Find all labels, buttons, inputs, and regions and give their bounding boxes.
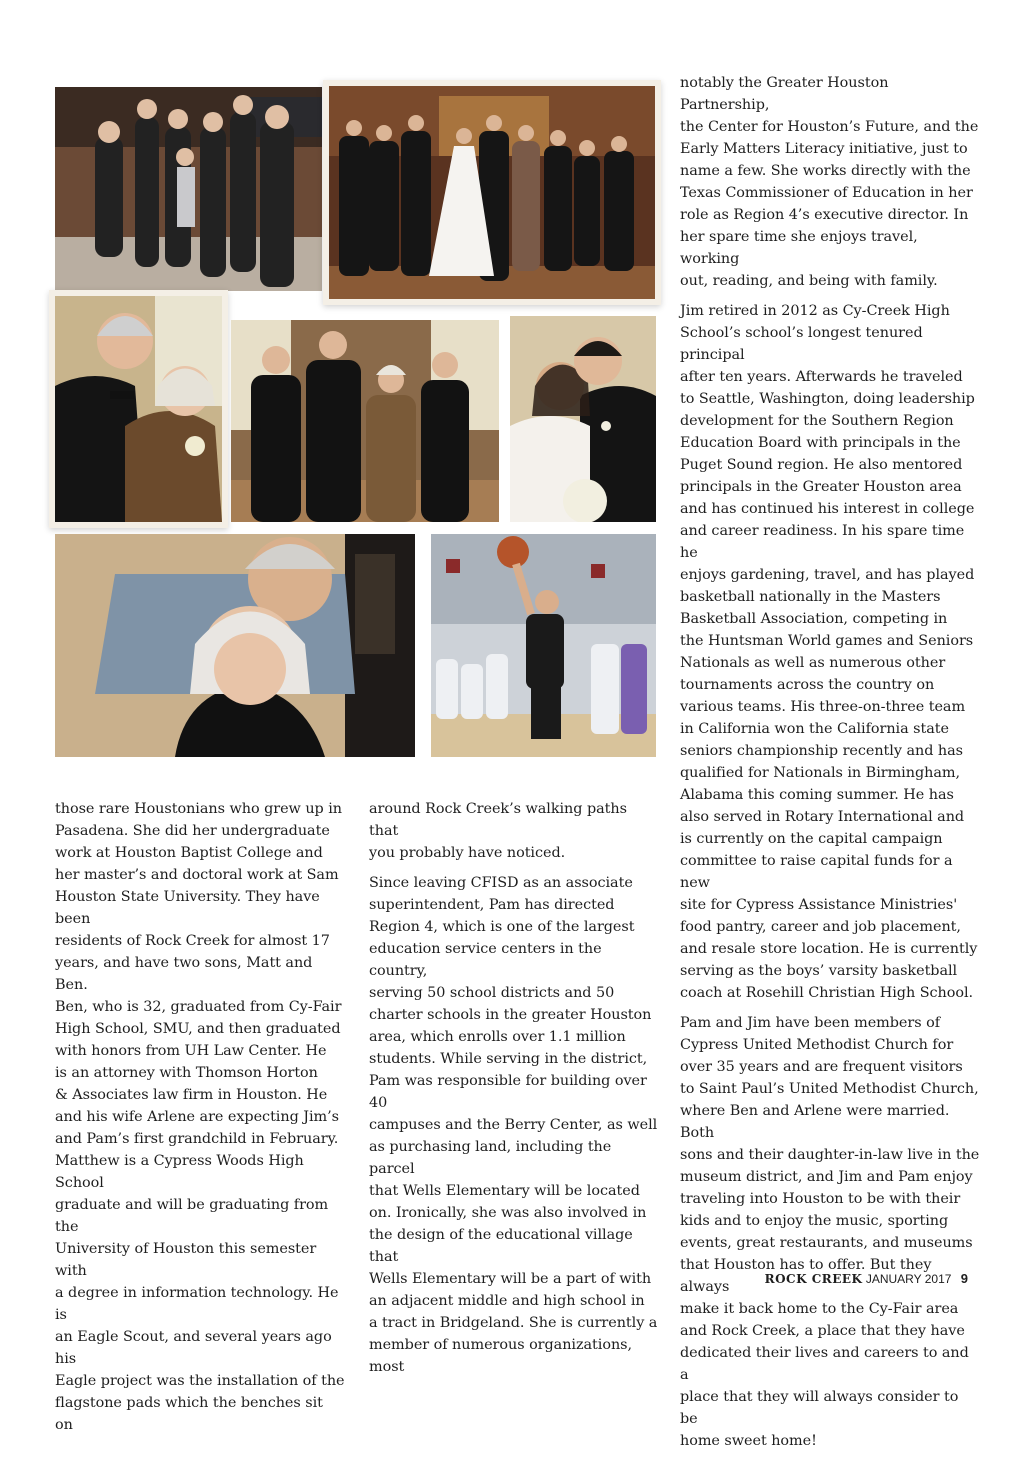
paragraph: those rare Houstonians who grew up in Pasadena. She did her undergraduate work at Houston Baptist College and her master’s and doctoral work at Sam Houston State University. They have been residents of Rock Creek for almost 17 years, and have two sons, Matt and Ben. Ben, who is 32, graduated from Cy-Fair High School, SMU, and then graduated with honors from UH Law Center. He is an attorney with Thomson Horton & Associates law firm in Houston. He and his wife Arlene are expecting Jim’s and Pam’s first grandchild in February. Matthew is a Cypress Woods High School graduate and will be graduating from the University of Houston this semester with a degree in information technology. He is an Eagle Scout, and several years ago his Eagle project was the installation of the flagstone pads which the benches sit on: [55, 801, 345, 1433]
paragraph: Since leaving CFISD as an associate superintendent, Pam has directed Region 4, which is one of the largest education service centers in the country, serving 50 school districts and 50 charter schools in the greater Houston area, which enrolls over 1.1 million students. While serving in the district, Pam was responsible for building over 40 campuses and the Berry Center, as well as purchasing land, including the parcel that Wells Elementary will be located on. Ironically, she was also involved in the design of the educational village that Wells Elementary will be a part of with an adjacent middle and high school in a tract in Bridgeland. She is currently a member of numerous organizations, most: [369, 875, 658, 1375]
paragraph: around Rock Creek’s walking paths that you probably have noticed.: [369, 801, 627, 861]
paragraph: Jim retired in 2012 as Cy-Creek High School’s school’s longest tenured principal after ten years. Afterwards he traveled to Seattle, Washington, doing leadership development for the Southern Region Education Board with principals in the Puget Sound region. He also mentored principals in the Greater Houston area and has continued his interest in college and career readiness. In his spare time he enjoys gardening, travel, and has played basketball nationally in the Masters Basketball Association, competing in the Huntsman World games and Seniors Nationals as well as numerous other tournaments across the country on various teams. His three-on-three team in California won the California state seniors championship recently and has qualified for Nationals in Birmingham, Alabama this coming summer. He has also served in Rotary International and is currently on the capital campaign committee to raise capital funds for a new site for Cypress Assistance Ministries' food pantry, career and job placement, and resale store location. He is currently serving as the boys’ varsity basketball coach at Rosehill Christian High School.: [680, 303, 978, 1001]
article-column-middle: [369, 798, 659, 1386]
issue-date: JANUARY 2017: [865, 1272, 952, 1286]
article-column-right: [680, 72, 980, 1460]
family-photo: [55, 87, 322, 291]
article-column-left: [55, 798, 345, 1444]
paragraph: notably the Greater Houston Partnership, the Center for Houston’s Future, and the Early Matters Literacy initiative, just to name a few. She works directly with the Texas Commissioner of Education in her role as Region 4’s executive director. In her spare time she enjoys travel, working out, reading, and being with family.: [680, 75, 979, 289]
basketball-game-photo: [431, 534, 656, 757]
wedding-party-photo: [329, 86, 655, 299]
page-number: 9: [960, 1271, 968, 1286]
couple-portrait-photo: [55, 296, 222, 522]
paragraph: Pam and Jim have been members of Cypress United Methodist Church for over 35 years and are frequent visitors to Saint Paul’s United Methodist Church, where Ben and Arlene were married. Both sons and their daughter-in-law live in the museum district, and Jim and Pam enjoy traveling into Houston to be with their kids and to enjoy the music, sporting events, great restaurants, and museums that Houston has to offer. But they always make it back home to the Cy-Fair area and Rock Creek, a place that they have dedicated their lives and careers to and a place that they will always consider to be home sweet home!: [680, 1015, 980, 1449]
page-footer: [765, 1271, 968, 1286]
bride-groom-photo: [510, 316, 656, 522]
groom-family-photo: [231, 320, 499, 522]
couple-smiling-photo: [55, 534, 415, 757]
magazine-name: ROCK CREEK: [764, 1272, 863, 1286]
